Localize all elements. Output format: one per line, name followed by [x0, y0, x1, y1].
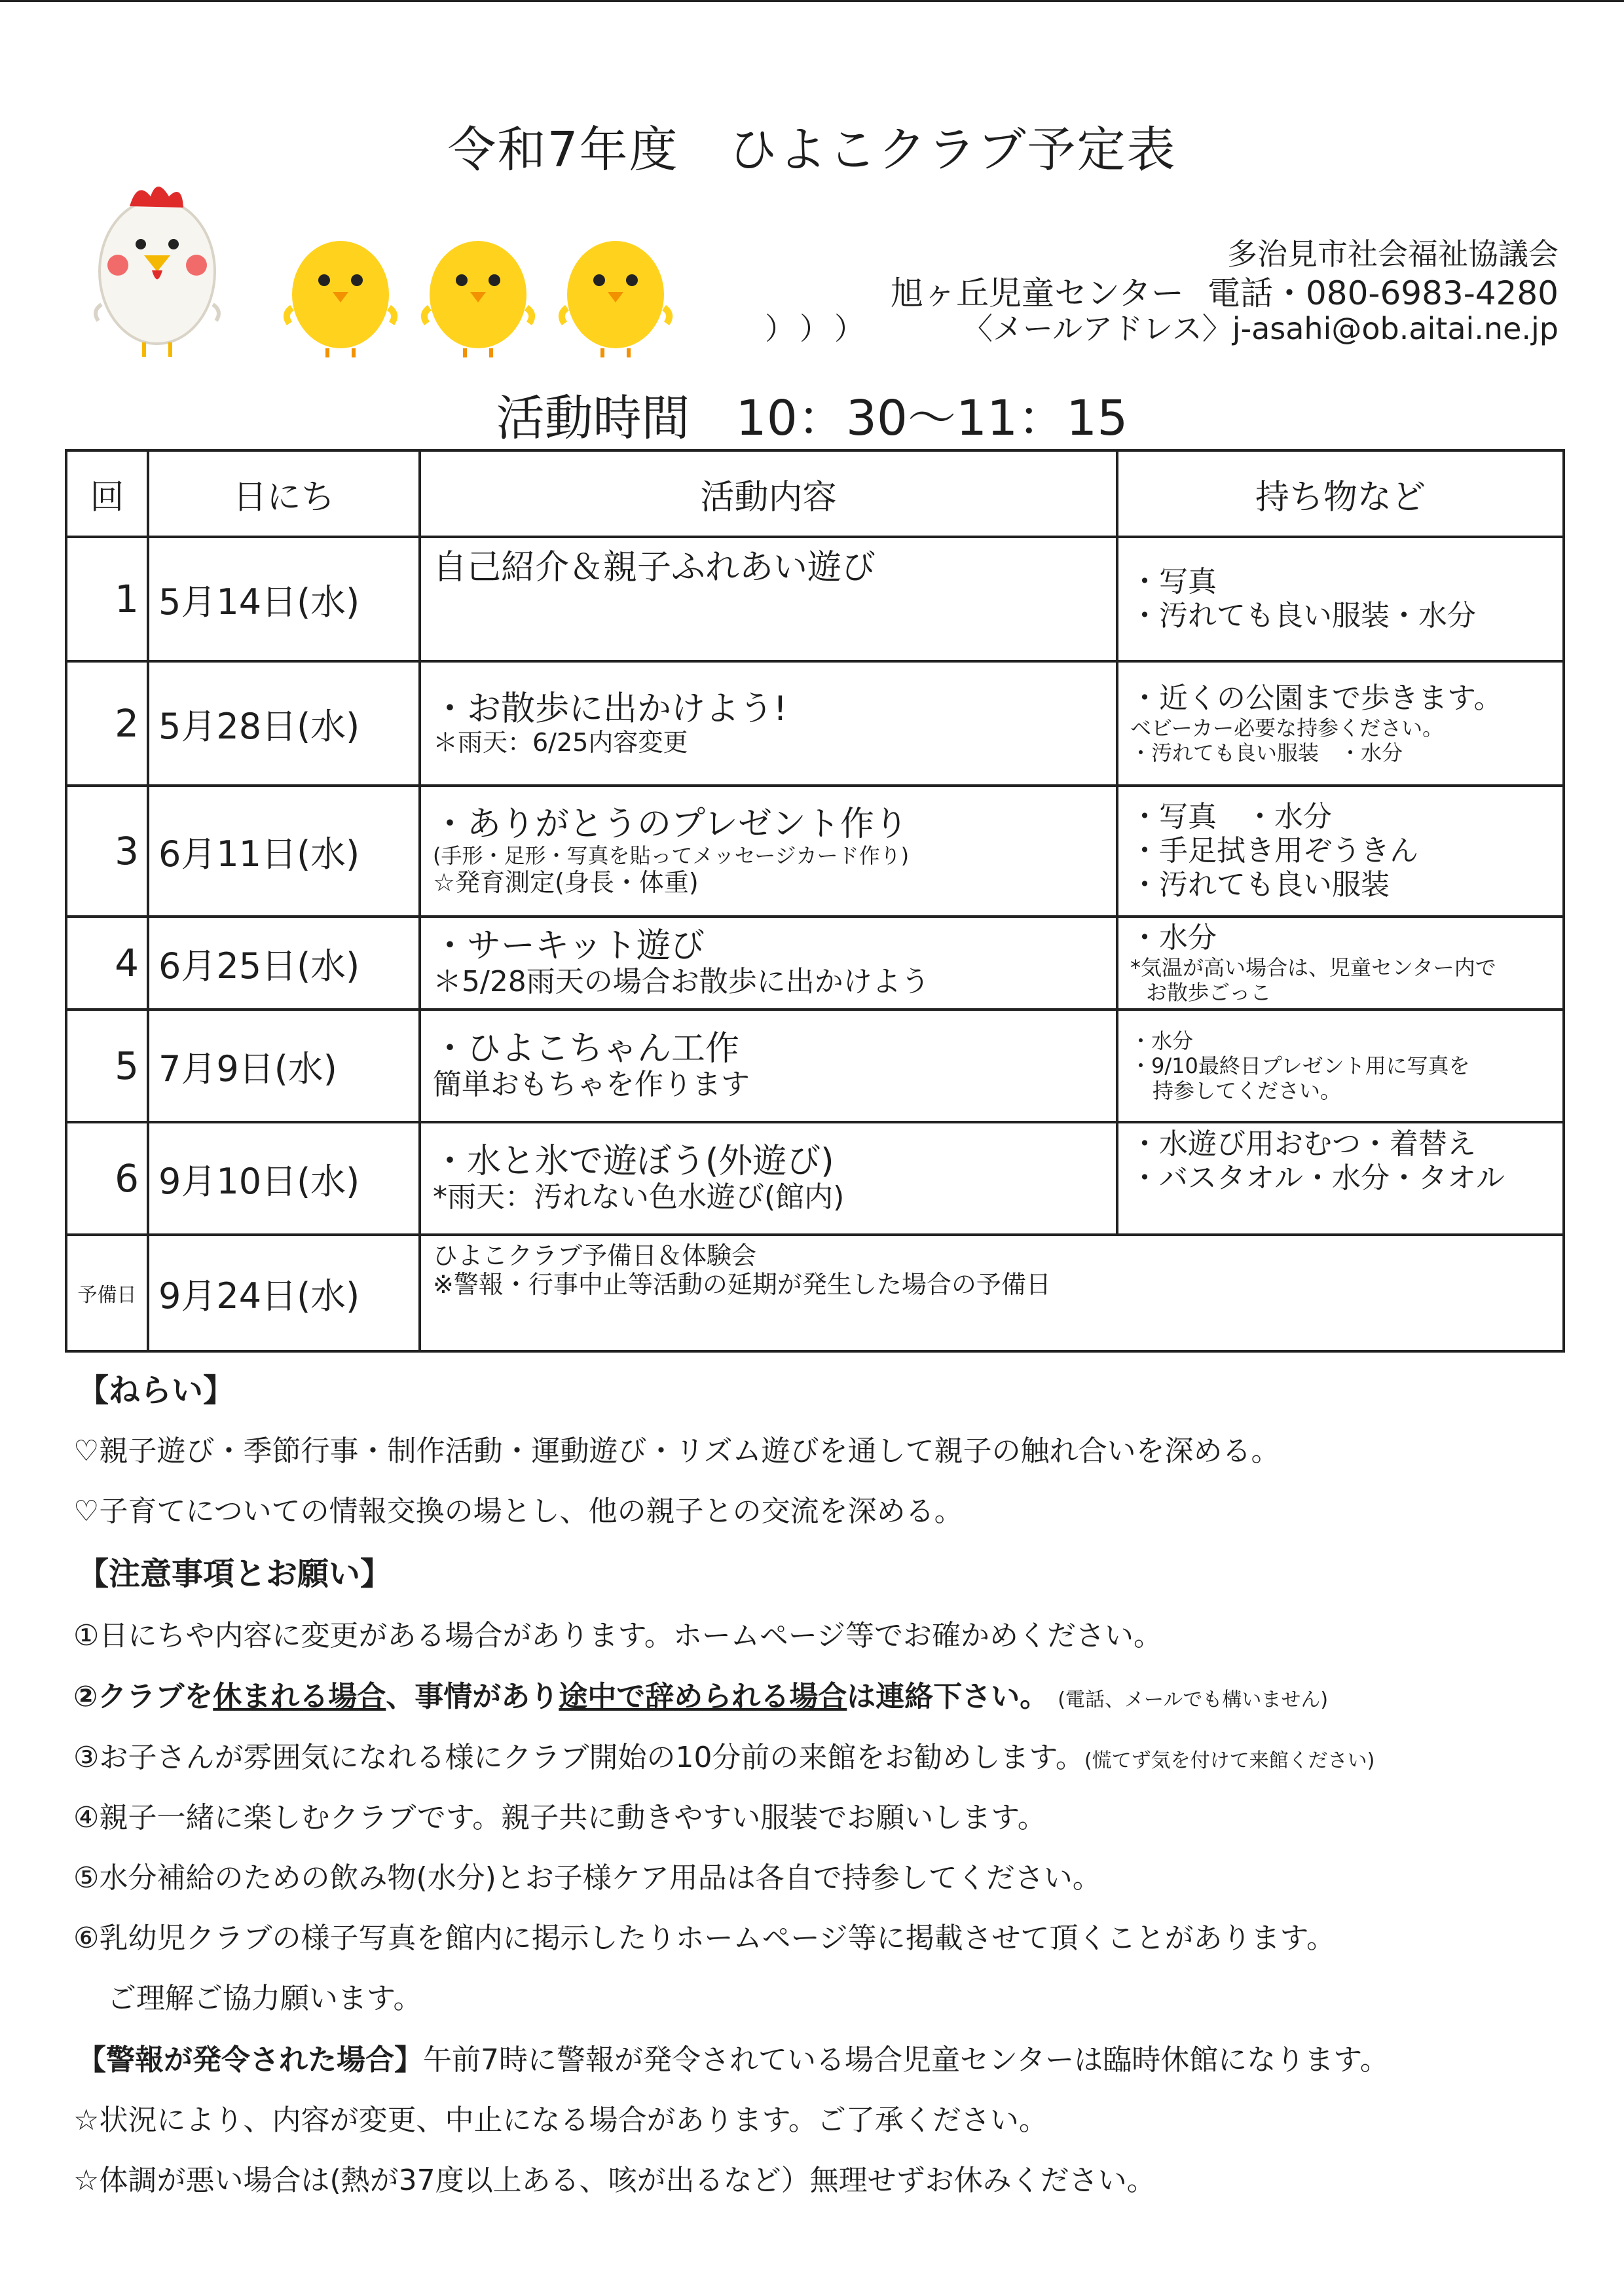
- table-row: [66, 786, 1564, 917]
- decor-marks: ）））: [765, 311, 885, 346]
- mail-address: 〈メールアドレス〉j-asahi@ob.aitai.ne.jp: [963, 311, 1559, 346]
- hen-illustration: [79, 167, 236, 363]
- activity-line: ・水と氷で遊ぼう(外遊び): [433, 1142, 834, 1181]
- item-line: ・汚れても良い服装: [1130, 868, 1390, 902]
- activity-line: (手形・足形・写真を貼ってメッセージカード作り): [433, 843, 910, 868]
- row-items: [1117, 917, 1564, 1010]
- chick-illustration-2: [419, 229, 537, 360]
- item-line: ・近くの公園まで歩きます。: [1130, 682, 1503, 715]
- note-3-text: ③お子さんが雰囲気になれる様にクラブ開始の10分前の来館をお勧めします。: [73, 1741, 1084, 1774]
- row-num: 1: [66, 537, 148, 661]
- row-num: 2: [66, 661, 148, 786]
- organization-name: 多治見市社会福祉協議会: [1227, 236, 1559, 272]
- row-num: 6: [66, 1122, 148, 1235]
- chick-illustration-3: [557, 229, 674, 360]
- item-line: *気温が高い場合は、児童センター内で: [1130, 955, 1496, 980]
- warning-line: [77, 2036, 1389, 2078]
- mail-line: [765, 305, 1559, 348]
- activity-line: ひよこクラブ予備日＆体験会: [433, 1241, 757, 1270]
- activity-line: ・サーキット遊び: [433, 926, 705, 966]
- row-activity: [420, 1122, 1117, 1235]
- row-num: 予備日: [66, 1235, 148, 1351]
- note-4: ④親子一緒に楽しむクラブです。親子共に動きやすい服装でお願いします。: [73, 1801, 1046, 1834]
- warning-label: 【警報が発令された場合】: [77, 2043, 423, 2077]
- schedule-table: [65, 449, 1565, 1353]
- row-date: 9月24日(水): [148, 1235, 420, 1351]
- header-activity: 活動内容: [420, 450, 1117, 537]
- row-activity: [420, 537, 1117, 661]
- header-items: 持ち物など: [1117, 450, 1564, 537]
- activity-line: ※警報・行事中止等活動の延期が発生した場合の予備日: [433, 1270, 1051, 1299]
- note-5: ⑤水分補給のための飲み物(水分)とお子様ケア用品は各自で持参してください。: [73, 1861, 1101, 1895]
- row-activity: [420, 1010, 1117, 1122]
- activity-line: ＊雨天：6/25内容変更: [433, 728, 688, 757]
- center-name: 旭ヶ丘児童センター: [890, 274, 1184, 312]
- aims-heading: 【ねらい】: [77, 1372, 235, 1409]
- item-line: ベビーカー必要な持参ください。: [1130, 716, 1444, 740]
- activity-line: 簡単おもちゃを作ります: [433, 1068, 750, 1101]
- row-activity: [420, 661, 1117, 786]
- activity-line: ＊5/28雨天の場合お散歩に出かけよう: [433, 965, 930, 998]
- item-line: ・汚れても良い服装 ・水分: [1130, 740, 1403, 765]
- activity-line: ・ありがとうのプレゼント作り: [433, 805, 908, 844]
- chick-illustration-1: [282, 229, 399, 360]
- note-3-aside: (慌てず気を付けて来館ください): [1084, 1749, 1375, 1772]
- note-3: [73, 1734, 1375, 1776]
- table-row: [66, 1122, 1564, 1235]
- row-num: 3: [66, 786, 148, 917]
- table-row: [66, 1010, 1564, 1122]
- star-note-2: ☆体調が悪い場合は(熱が37度以上ある、咳が出るなど）無理せずお休みください。: [73, 2164, 1156, 2197]
- table-header-row: [66, 450, 1564, 537]
- note-2-aside: (電話、メールでも構いません): [1058, 1688, 1329, 1711]
- star-note-1: ☆状況により、内容が変更、中止になる場合があります。ご了承ください。: [73, 2104, 1048, 2137]
- activity-hours: [0, 380, 1624, 449]
- item-line: ・バスタオル・水分・タオル: [1130, 1161, 1505, 1195]
- note-2-e: は連絡下さい。: [847, 1680, 1049, 1713]
- row-date: 7月9日(水): [148, 1010, 420, 1122]
- row-items: [1117, 1010, 1564, 1122]
- table-row: [66, 917, 1564, 1010]
- row-items: [1117, 786, 1564, 917]
- item-line: ・写真: [1130, 565, 1217, 598]
- aims-line-2: ♡子育てについての情報交換の場とし、他の親子との交流を深める。: [73, 1495, 963, 1528]
- row-activity: [420, 786, 1117, 917]
- item-line: ・水分: [1130, 1029, 1194, 1053]
- table-row: [66, 537, 1564, 661]
- item-line: 持参してください。: [1153, 1078, 1342, 1103]
- activity-line: ・お散歩に出かけよう!: [433, 689, 787, 729]
- row-num: 4: [66, 917, 148, 1010]
- row-date: 9月10日(水): [148, 1122, 420, 1235]
- row-date: 5月28日(水): [148, 661, 420, 786]
- top-rule: [0, 0, 1624, 2]
- note-2-c: 、事情があり: [386, 1680, 559, 1713]
- row-items: [1117, 661, 1564, 786]
- table-row: [66, 1235, 1564, 1351]
- hours-label: 活動時間: [496, 390, 690, 446]
- warning-text: 午前7時に警報が発令されている場合児童センターは臨時休館になります。: [423, 2043, 1389, 2077]
- note-1: ①日にちや内容に変更がある場合があります。ホームページ等でお確かめください。: [73, 1619, 1163, 1652]
- item-line: ・水遊び用おむつ・着替え: [1130, 1127, 1476, 1161]
- row-num: 5: [66, 1010, 148, 1122]
- page-title: 令和7年度 ひよこクラブ予定表: [447, 122, 1177, 178]
- note-2: [73, 1673, 1328, 1715]
- row-date: 5月14日(水): [148, 537, 420, 661]
- row-items: [1117, 537, 1564, 661]
- header-num: 回: [66, 450, 148, 537]
- hours-time: 10：30〜11：15: [735, 390, 1128, 446]
- item-line: ・汚れても良い服装・水分: [1130, 599, 1476, 632]
- activity-line: 自己紹介＆親子ふれあい遊び: [433, 548, 876, 587]
- activity-line: ・ひよこちゃん工作: [433, 1029, 740, 1068]
- note-2-a: ②クラブを: [73, 1680, 213, 1713]
- row-date: 6月25日(水): [148, 917, 420, 1010]
- table-row: [66, 661, 1564, 786]
- activity-line: *雨天：汚れない色水遊び(館内): [433, 1180, 845, 1214]
- item-line: ・9/10最終日プレゼント用に写真を: [1130, 1053, 1470, 1078]
- row-activity: [420, 1235, 1564, 1351]
- row-activity: [420, 917, 1117, 1010]
- activity-line: ☆発育測定(身長・体重): [433, 868, 699, 897]
- aims-line-1: ♡親子遊び・季節行事・制作活動・運動遊び・リズム遊びを通して親子の触れ合いを深める。: [73, 1434, 1280, 1468]
- item-line: ・手足拭き用ぞうきん: [1130, 834, 1418, 867]
- row-items: [1117, 1122, 1564, 1235]
- note-6: ⑥乳幼児クラブの様子写真を館内に掲示したりホームページ等に掲載させて頂くことがあります。: [73, 1922, 1336, 1955]
- header-date: 日にち: [148, 450, 420, 537]
- item-line: ・写真 ・水分: [1130, 800, 1332, 833]
- note-6-continued: ご理解ご協力願います。: [107, 1982, 422, 2015]
- notes-heading: 【注意事項とお願い】: [77, 1556, 392, 1592]
- item-line: ・水分: [1130, 921, 1217, 955]
- phone-number: 電話・080-6983-4280: [1207, 274, 1559, 312]
- note-2-d: 途中で辞められる場合: [559, 1680, 847, 1713]
- row-date: 6月11日(水): [148, 786, 420, 917]
- note-2-b: 休まれる場合: [213, 1680, 386, 1713]
- item-line: お散歩ごっこ: [1146, 980, 1272, 1005]
